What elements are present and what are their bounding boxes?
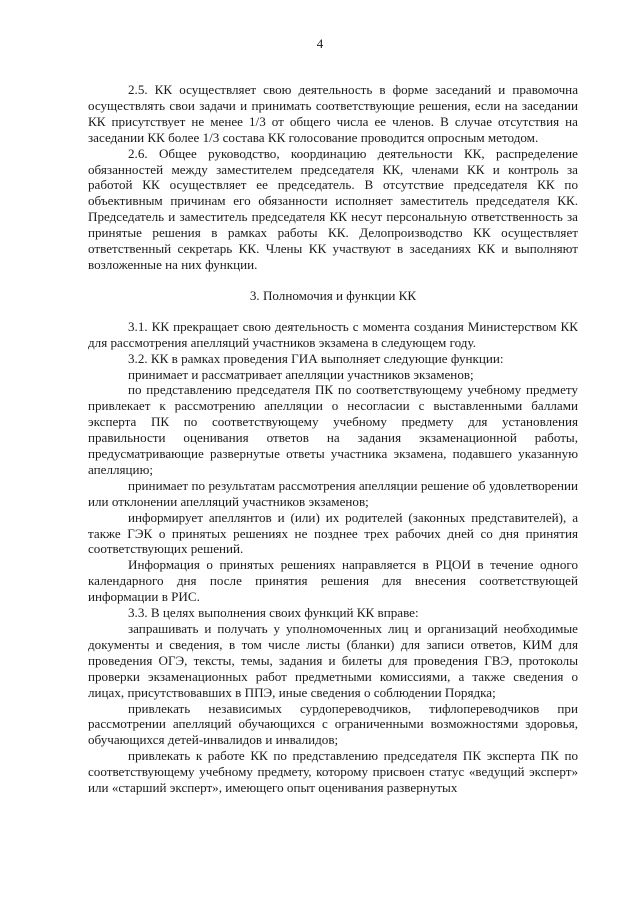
page-number: 4 bbox=[316, 36, 324, 51]
paragraph-3-2: 3.2. КК в рамках проведения ГИА выполняет следующие функции: bbox=[128, 350, 504, 366]
function-item: принимает и рассматривает апелляции участников экзаменов; bbox=[128, 366, 474, 382]
function-item: по представлению председателя ПК по соответствующему учебному предмету привлекает к рассмотрению апелляции о несогласии с выставленными баллами эксперта ПК по соответствующему учебному предмету для установления правильности оценивания ответов на задания экзаменационной работы, предусматривающие развернутые ответы участника экзамена, подавшего указанную апелляцию; bbox=[88, 382, 578, 477]
right-item: привлекать к работе КК по представлению председателя ПК эксперта ПК по соответствующему учебному предмету, которому присвоен статус «ведущий эксперт» или «старший эксперт», имеющего опыт оценивания развернутых bbox=[88, 748, 578, 796]
document-body bbox=[88, 82, 578, 796]
paragraph-3-1: 3.1. КК прекращает свою деятельность с момента создания Министерством КК для рассмотрения апелляций участников экзамена в следующем году. bbox=[88, 318, 578, 350]
paragraph-2-6: 2.6. Общее руководство, координацию деятельности КК, распределение обязанностей между заместителем председателя КК, членами КК и контроль за работой КК осуществляет ее председатель. В отсутствие председателя КК по объективным причинам его обязанности исполняет заместитель председателя КК. Председатель и заместитель председателя КК несут персональную ответственность за принятые решения в рамках работы КК. Делопроизводство КК осуществляет ответственный секретарь КК. Члены КК участвуют в заседаниях КК и выполняют возложенные на них функции. bbox=[88, 145, 578, 272]
section-heading-3: 3. Полномочия и функции КК bbox=[249, 287, 417, 303]
information-paragraph: Информация о принятых решениях направляется в РЦОИ в течение одного календарного дня после принятия решения для внесения соответствующей информации в РИС. bbox=[88, 557, 578, 605]
paragraph-2-5: 2.5. КК осуществляет свою деятельность в форме заседаний и правомочна осуществлять свои задачи и принимать соответствующие решения, если на заседании КК присутствует не менее 1/3 от общего числа ее членов. В случае отсутствия на заседании КК более 1/3 состава КК голосование проводится опросным методом. bbox=[88, 82, 578, 145]
right-item: запрашивать и получать у уполномоченных лиц и организаций необходимые документы и сведения, в том числе листы (бланки) для записи ответов, КИМ для проведения ОГЭ, тексты, темы, задания и билеты для проведения ГВЭ, протоколы проверки экзаменационных работ предметными комиссиями, а также сведения о лицах, присутствовавших в ППЭ, иные сведения о соблюдении Порядка; bbox=[88, 621, 578, 700]
right-item: привлекать независимых сурдопереводчиков, тифлопереводчиков при рассмотрении апелляций обучающихся с ограниченными возможностями здоровья, обучающихся детей-инвалидов и инвалидов; bbox=[88, 700, 578, 748]
function-item: принимает по результатам рассмотрения апелляции решение об удовлетворении или отклонении апелляций участников экзаменов; bbox=[88, 477, 578, 509]
paragraph-3-3: 3.3. В целях выполнения своих функций КК вправе: bbox=[128, 605, 419, 621]
function-item: информирует апеллянтов и (или) их родителей (законных представителей), а также ГЭК о принятых решениях не позднее трех рабочих дней со дня принятия соответствующих решений. bbox=[88, 509, 578, 557]
